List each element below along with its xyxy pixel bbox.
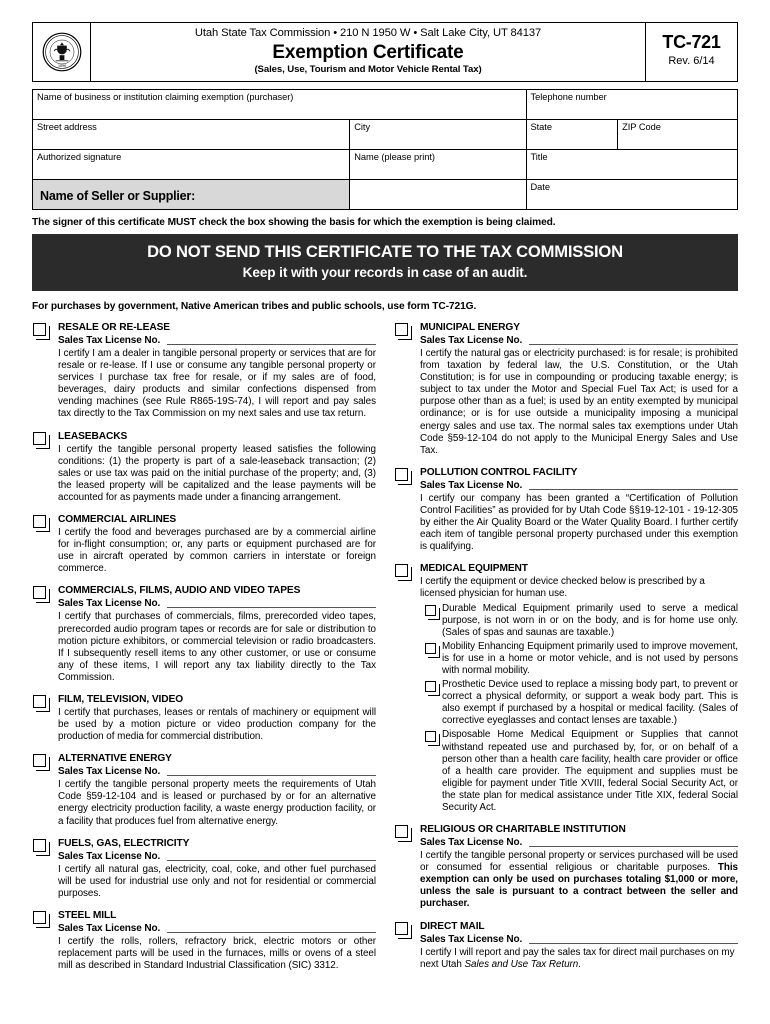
date-field[interactable] [526, 180, 738, 210]
checkbox-wrap[interactable] [32, 584, 58, 684]
license-label: Sales Tax License No. [58, 850, 161, 862]
checkbox-icon[interactable] [33, 323, 46, 336]
license-label: Sales Tax License No. [420, 933, 523, 945]
medical-equipment-options [420, 603, 738, 815]
section-resale-or-re-lease[interactable] [32, 321, 376, 421]
checkbox-wrap[interactable] [394, 562, 420, 814]
checkbox-icon[interactable] [33, 432, 46, 445]
banner-main-text: DO NOT SEND THIS CERTIFICATE TO THE TAX COMMISSION [147, 242, 623, 261]
license-line[interactable] [420, 933, 738, 946]
checkbox-icon[interactable] [425, 643, 436, 654]
checkbox-icon[interactable] [395, 825, 408, 838]
section-body: I certify that purchases of commercials, films, prerecorded video tapes, prerecorded audio program tapes or records are for sale or distribution to motion picture exhibitors, or commercial television or radio broadcasters. If I subsequently resell items to any other customer, or use or consume any of these items, I will report any tax liability directly to the Tax Commission. [58, 611, 376, 683]
section-body: I certify the natural gas or electricity purchased: is for resale; is prohibited from taxation by federal law, the U.S. Constitution, or the Utah Constitution; is for use in compounding or producing taxable energy; is subject to tax under the Motor and Special Fuel Tax Act; is used for a purpose other than as a fuel; is used by an entity exempted by municipal ordinance; or is for use outside a municipality imposing a municipal energy sales and use tax. The normal sales tax exemptions under Utah Code §59-12-104 do not apply to the Municipal Energy Sales and Use Tax. [420, 348, 738, 456]
option-text: Mobility Enhancing Equipment primarily used to improve movement, is for use in a home or motor vehicle, and is not used by persons with normal mobility. [442, 640, 738, 676]
right-column [394, 321, 738, 971]
option-text: Disposable Home Medical Equipment or Supplies that cannot withstand repeated use and purchased by, for, or on behalf of a person other than a health care facility, health care provider or office of a health care provider. The equipment and supplies must be eligible for payment under Title XVIII, federal Social Security Act, or the state plan for medical assistance under Title XIX, federal Social Security Act. [442, 729, 738, 813]
license-input[interactable] [167, 852, 376, 861]
date-label: Date [530, 182, 550, 192]
checkbox-wrap[interactable] [420, 679, 442, 727]
list-item[interactable] [420, 641, 738, 677]
section-title: MEDICAL EQUIPMENT [420, 563, 528, 575]
checkbox-wrap[interactable] [420, 641, 442, 677]
name-print-label: Name (please print) [354, 152, 435, 162]
section-religious-or-charitable-institution[interactable] [394, 823, 738, 910]
checkbox-wrap[interactable] [32, 752, 58, 827]
checkbox-icon[interactable] [33, 839, 46, 852]
section-steel-mill[interactable] [32, 909, 376, 972]
form-number-cell [645, 23, 737, 81]
city-field[interactable] [350, 120, 526, 150]
telephone-field[interactable] [526, 90, 738, 120]
section-pollution-control-facility[interactable] [394, 466, 738, 553]
table-row [33, 180, 738, 210]
license-input[interactable] [529, 838, 738, 847]
checkbox-wrap[interactable] [394, 920, 420, 971]
section-body-italic: Sales and Use Tax Return [464, 958, 579, 970]
license-line[interactable] [58, 765, 376, 778]
section-title: RELIGIOUS OR CHARITABLE INSTITUTION [420, 824, 626, 836]
list-item[interactable] [420, 603, 738, 639]
checkbox-icon[interactable] [33, 695, 46, 708]
section-leasebacks[interactable] [32, 430, 376, 504]
checkbox-icon[interactable] [33, 911, 46, 924]
section-fuels-gas-electricity[interactable] [32, 837, 376, 900]
section-alternative-energy[interactable] [32, 752, 376, 827]
checkbox-wrap[interactable] [420, 729, 442, 814]
list-item[interactable] [420, 679, 738, 727]
authorized-signature-field[interactable] [33, 150, 350, 180]
section-title: STEEL MILL [58, 909, 117, 921]
form-revision: Rev. 6/14 [668, 55, 715, 67]
exemption-sections [32, 321, 738, 972]
authorized-signature-label: Authorized signature [37, 152, 122, 162]
state-label: State [530, 122, 552, 132]
checkbox-icon[interactable] [425, 731, 436, 742]
license-line[interactable] [58, 334, 376, 347]
seller-supplier-field[interactable] [350, 180, 526, 210]
section-body: I certify I am a dealer in tangible personal property or services that are for resale or re-lease. If I use or consume any tangible personal property or services I purchase tax free for resale, or if my sales are of food, beverages, dairy products and similar confections dispensed from vending machines (see Rule R865-19S-74), I will report and pay sales tax directly to the Tax Commission on my next sales and use tax return. [58, 348, 376, 420]
section-body: I certify all natural gas, electricity, coal, coke, and other fuel purchased will be used for industrial use only and not for residential or commercial purposes. [58, 863, 376, 899]
form-number: TC-721 [662, 32, 721, 52]
section-title: ALTERNATIVE ENERGY [58, 753, 172, 765]
checkbox-icon[interactable] [395, 468, 408, 481]
zip-label: ZIP Code [622, 122, 661, 132]
section-commercials-films-audio-video-tapes[interactable] [32, 584, 376, 684]
title-label: Title [530, 152, 548, 162]
checkbox-icon[interactable] [395, 922, 408, 935]
seller-supplier-label-cell [33, 180, 350, 210]
section-body-plain: I certify the tangible personal property or services purchased will be used or consumed for essential religious or charitable purposes. [420, 850, 738, 874]
checkbox-wrap[interactable] [394, 321, 420, 457]
license-input[interactable] [167, 336, 376, 345]
checkbox-icon[interactable] [425, 605, 436, 616]
section-title: MUNICIPAL ENERGY [420, 322, 520, 333]
banner-sub-text: Keep it with your records in case of an audit. [242, 265, 528, 280]
section-body: I certify the equipment or device checked below is prescribed by a licensed physician for human use. [420, 576, 705, 600]
section-body: I certify our company has been granted a “Certification of Pollution Control Facilities” as provided for by Utah Code §§19-12-101 - 19-12-305 by either the Air Quality Board or the Water Quality Board. I further certify each item of tangible personal property purchased under this exemption is qualifying. [420, 492, 738, 553]
section-body: I certify that purchases, leases or rentals of machinery or equipment will be used by a motion picture or video production company for the production of media for commercial distribution. [58, 706, 376, 743]
page-subtitle: (Sales, Use, Tourism and Motor Vehicle Rental Tax) [254, 64, 482, 75]
section-title: RESALE OR RE-LEASE [58, 322, 170, 333]
street-address-label: Street address [37, 122, 97, 132]
city-label: City [354, 122, 371, 132]
section-title: DIRECT MAIL [420, 920, 485, 932]
name-print-field[interactable] [350, 150, 526, 180]
section-body-emphasis: This exemption can only be used on purchases totaling $1,000 or more, unless the sale is pursuant to a contract between the seller and purchaser. [420, 862, 738, 910]
table-row [33, 120, 738, 150]
purchaser-info-table [32, 89, 738, 210]
license-label: Sales Tax License No. [420, 479, 523, 491]
checkbox-wrap[interactable] [32, 909, 58, 972]
license-label: Sales Tax License No. [420, 837, 523, 849]
section-body: I certify the tangible personal property meets the requirements of Utah Code §59-12-104 and is leased or purchased by or for an alternative energy electricity production facility, a waste energy production facility, or a facility that produces fuel from alternative energy. [58, 779, 376, 827]
license-input[interactable] [529, 935, 738, 944]
license-input[interactable] [167, 767, 376, 776]
checkbox-wrap[interactable] [32, 321, 58, 421]
checkbox-wrap[interactable] [394, 466, 420, 553]
checkbox-wrap[interactable] [32, 837, 58, 900]
option-text: Prosthetic Device used to replace a missing body part, to prevent or correct a physical deformity, or support a weak body part. This is also exempt if purchased by a hospital or medical facility. (Sales of corrective eyeglasses and contact lenses are taxable.) [442, 679, 738, 727]
license-label: Sales Tax License No. [420, 335, 523, 346]
section-title: COMMERCIAL AIRLINES [58, 514, 177, 526]
license-line[interactable] [420, 836, 738, 849]
state-field[interactable] [526, 120, 618, 150]
section-title: COMMERCIALS, FILMS, AUDIO AND VIDEO TAPES [58, 585, 301, 597]
form-header [32, 22, 738, 82]
zip-field[interactable] [618, 120, 738, 150]
business-name-field[interactable] [33, 90, 527, 120]
checkbox-icon[interactable] [33, 586, 46, 599]
section-body: I certify the food and beverages purchased are by a commercial airline for in-flight consumption; or, any parts or equipment purchased are for use in aircraft operated by common carriers in interstate or foreign commerce. [58, 527, 376, 575]
checkbox-icon[interactable] [33, 515, 46, 528]
license-input[interactable] [529, 336, 738, 345]
section-body: I certify the tangible personal property leased satisfies the following conditions: (1) the property is part of a sale-leaseback transaction; (2) sales or use tax was paid on the initial purchase of the property; and, (3) the leased property will be capitalized and the lease payments will be accounted for as payments made under a financing arrangement. [58, 443, 376, 503]
list-item[interactable] [420, 729, 738, 814]
checkbox-wrap[interactable] [32, 513, 58, 575]
checkbox-icon[interactable] [33, 754, 46, 767]
license-line[interactable] [58, 922, 376, 935]
license-label: Sales Tax License No. [58, 766, 161, 778]
seal-cell [33, 23, 91, 81]
left-column [32, 321, 376, 972]
license-input[interactable] [167, 599, 376, 608]
svg-text:1896: 1896 [57, 64, 66, 69]
license-line[interactable] [58, 597, 376, 610]
section-body: I certify the rolls, rollers, refractory brick, electric motors or other replacement parts will be used in the furnaces, mills or ovens of a steel mill as described in Standard Industrial Classification (SIC) 3312. [58, 935, 376, 972]
license-input[interactable] [529, 481, 738, 490]
license-line[interactable] [58, 850, 376, 863]
checkbox-wrap[interactable] [394, 823, 420, 910]
section-municipal-energy[interactable] [394, 321, 738, 457]
telephone-label: Telephone number [530, 92, 607, 102]
license-line[interactable] [420, 479, 738, 492]
option-text: Durable Medical Equipment primarily used to serve a medical purpose, is not worn in or on the body, and is for home use only. (Sales of spas and saunas are taxable.) [442, 602, 738, 638]
table-row [33, 150, 738, 180]
section-body [420, 947, 738, 971]
table-row [33, 90, 738, 120]
business-name-label: Name of business or institution claiming exemption (purchaser) [37, 92, 294, 102]
checkbox-wrap[interactable] [32, 430, 58, 504]
section-body-plain: I certify I will report and pay the sales tax for direct mail purchases on my next Utah [420, 946, 735, 970]
section-title: FILM, TELEVISION, VIDEO [58, 693, 184, 705]
checkbox-icon[interactable] [425, 681, 436, 692]
checkbox-icon[interactable] [395, 564, 408, 577]
section-body-tail: . [578, 958, 581, 970]
government-purchases-note: For purchases by government, Native American tribes and public schools, use form TC-721G. [32, 301, 477, 312]
page-title: Exemption Certificate [272, 42, 464, 63]
checkbox-icon[interactable] [395, 323, 408, 336]
title-cell [91, 23, 645, 81]
do-not-send-banner [32, 234, 738, 291]
section-title: POLLUTION CONTROL FACILITY [420, 466, 578, 478]
section-commercial-airlines[interactable] [32, 513, 376, 575]
title-field[interactable] [526, 150, 738, 180]
section-title: FUELS, GAS, ELECTRICITY [58, 837, 190, 849]
utah-state-seal-icon [42, 32, 82, 72]
street-address-field[interactable] [33, 120, 350, 150]
section-title: LEASEBACKS [58, 430, 128, 442]
seller-supplier-label: Name of Seller or Supplier: [40, 188, 196, 203]
section-body [420, 850, 738, 910]
license-label: Sales Tax License No. [58, 335, 161, 346]
signer-instruction: The signer of this certificate MUST check the box showing the basis for which the exemption is being claimed. [32, 217, 556, 228]
agency-line: Utah State Tax Commission • 210 N 1950 W • Salt Lake City, UT 84137 [194, 27, 542, 39]
license-label: Sales Tax License No. [58, 598, 161, 610]
checkbox-wrap[interactable] [32, 693, 58, 743]
checkbox-wrap[interactable] [420, 603, 442, 639]
section-medical-equipment[interactable] [394, 562, 738, 814]
license-label: Sales Tax License No. [58, 922, 161, 934]
license-line[interactable] [420, 334, 738, 347]
license-input[interactable] [167, 924, 376, 933]
section-direct-mail[interactable] [394, 920, 738, 971]
section-film-television-video[interactable] [32, 693, 376, 743]
